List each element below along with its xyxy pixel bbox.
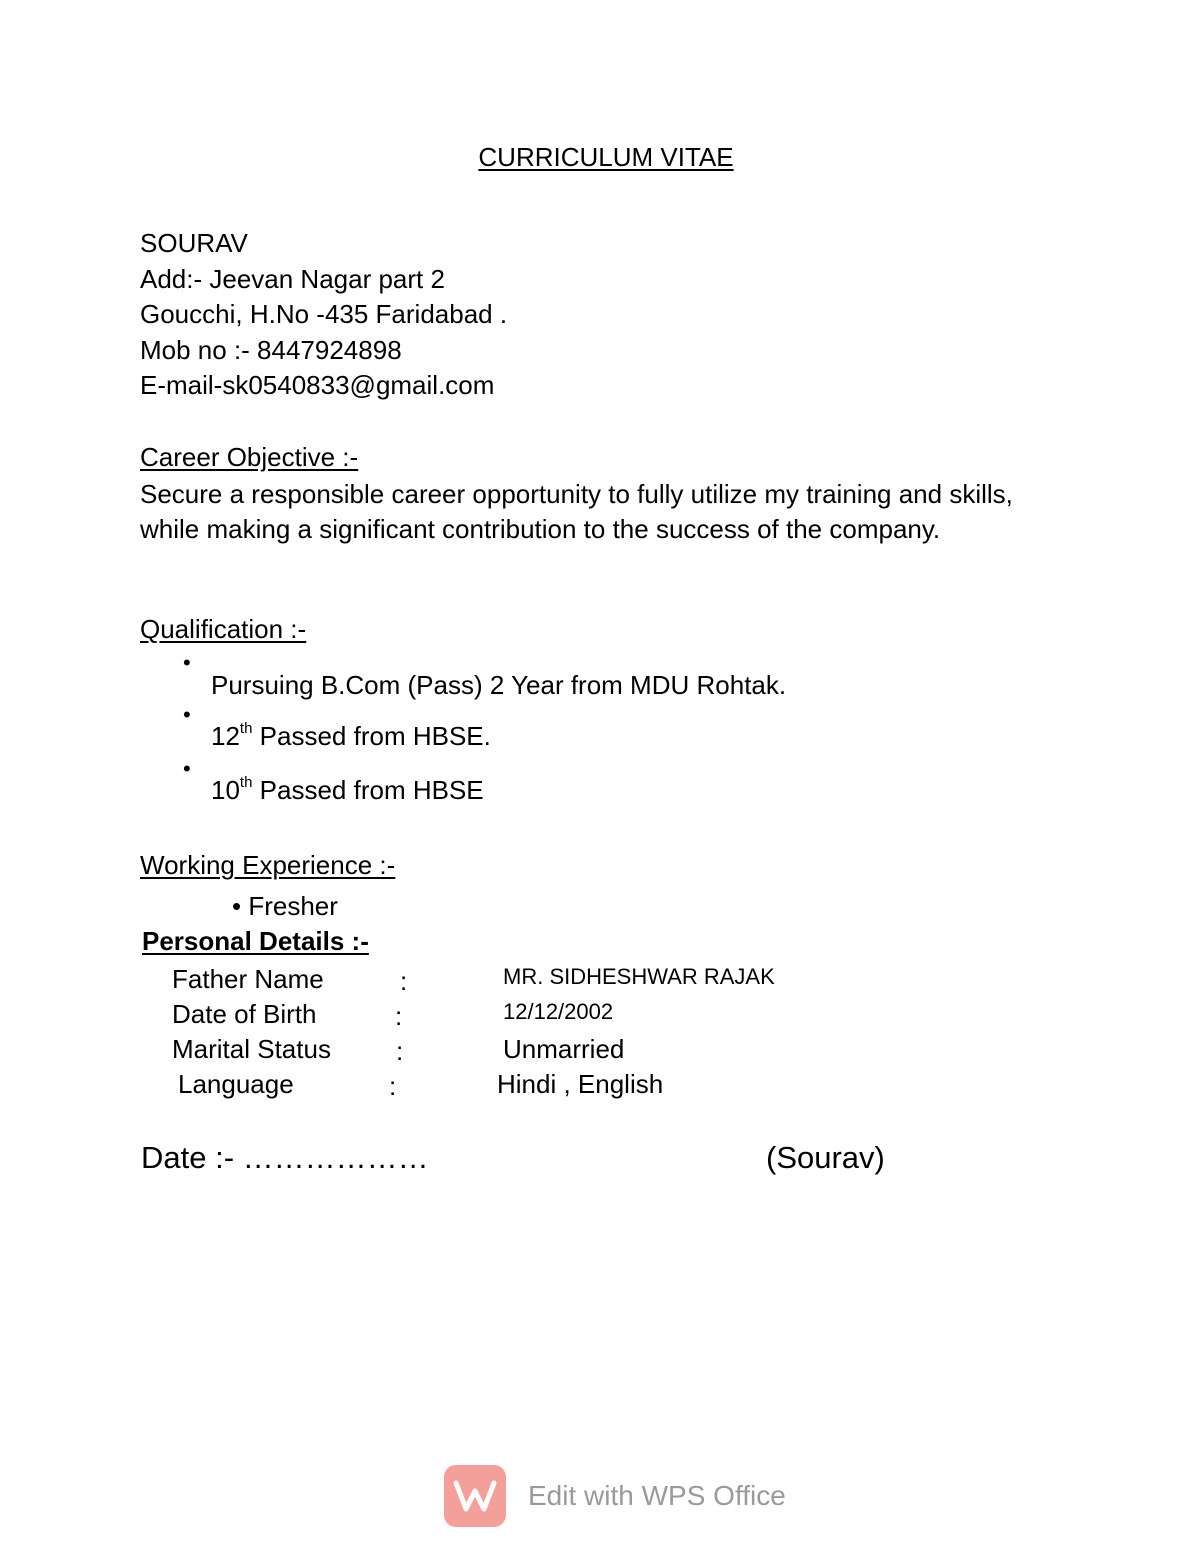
bullet-icon: •	[183, 756, 191, 781]
date-of-birth-colon: :	[395, 1001, 403, 1031]
personal-details-heading: Personal Details :-	[142, 926, 369, 956]
working-experience-heading: Working Experience :-	[140, 850, 396, 880]
qualification-item: Pursuing B.Com (Pass) 2 Year from MDU Rohtak.	[211, 670, 787, 700]
date-of-birth-label: Date of Birth	[172, 999, 317, 1029]
father-name-colon: :	[400, 966, 408, 996]
date-of-birth-value: 12/12/2002	[503, 999, 614, 1024]
qualification-item: 10th Passed from HBSE	[211, 774, 484, 805]
bullet-icon: •	[183, 650, 191, 675]
career-objective-heading: Career Objective :-	[140, 442, 359, 472]
marital-status-value: Unmarried	[503, 1034, 625, 1064]
date-line: Date :- ………………	[141, 1140, 429, 1175]
signature-name: (Sourav)	[766, 1140, 885, 1175]
marital-status-colon: :	[396, 1036, 404, 1066]
contact-mobile: Mob no :- 8447924898	[140, 335, 402, 365]
wps-logo-glyph	[444, 1465, 506, 1527]
father-name-value: MR. SIDHESHWAR RAJAK	[503, 964, 775, 989]
experience-item: • Fresher	[232, 891, 338, 921]
qualification-heading: Qualification :-	[140, 614, 307, 644]
language-label: Language	[178, 1069, 294, 1099]
language-colon: :	[389, 1071, 397, 1101]
page-title: CURRICULUM VITAE	[478, 142, 734, 172]
father-name-label: Father Name	[172, 964, 324, 994]
language-value: Hindi , English	[497, 1069, 664, 1099]
qualification-item: 12th Passed from HBSE.	[211, 720, 491, 751]
contact-name: SOURAV	[140, 228, 248, 258]
marital-status-label: Marital Status	[172, 1034, 331, 1064]
career-objective-text: Secure a responsible career opportunity to fully utilize my training and skills, while making a significant contribution to the success of the company.	[140, 479, 1013, 544]
bullet-icon: •	[183, 702, 191, 727]
contact-address-line-2: Goucchi, H.No -435 Faridabad .	[140, 299, 508, 329]
contact-address-line-1: Add:- Jeevan Nagar part 2	[140, 264, 445, 294]
wps-logo-icon[interactable]	[444, 1465, 506, 1527]
wps-edit-link[interactable]: Edit with WPS Office	[528, 1480, 786, 1511]
contact-email: E-mail-sk0540833@gmail.com	[140, 370, 495, 400]
